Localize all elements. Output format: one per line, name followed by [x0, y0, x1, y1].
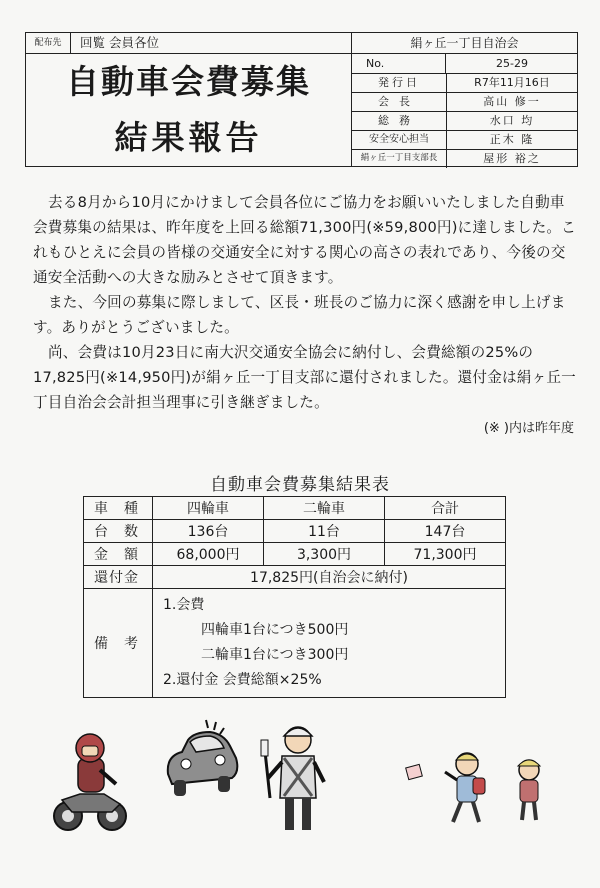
row-label-count: 台 数	[84, 520, 153, 543]
info-row-issue-date: 発行日 R7年11月16日	[352, 73, 577, 93]
info-table	[352, 54, 577, 166]
info-row-chairman: 会長 高山 修一	[352, 92, 577, 112]
children-walking-illustration	[405, 750, 555, 840]
paragraph-1: 去る8月から10月にかけまして会員各位にご協力をお願いいたしました自動車会費募集の結果は、昨年度を上回る総額71,300円(※59,800円)に達しました。これもひとえに会員の皆様の交通安全に対する関心の高さの表れであり、今後の交通安全活動への大きな励みとさせて頂きます。	[33, 194, 576, 286]
paragraph-2: また、今回の募集に際しまして、区長・班長のご協力に深く感謝を申し上げます。ありがとうございました。	[33, 294, 566, 336]
table-row	[84, 520, 506, 543]
row-label-amount: 金 額	[84, 543, 153, 566]
remarks-line: 二輪車1台につき300円	[201, 647, 349, 663]
cell-count-four: 136台	[153, 520, 264, 543]
header-total: 合計	[385, 497, 506, 520]
cell-amount-two: 3,300円	[264, 543, 385, 566]
table-title: 自動車会費募集結果表	[210, 475, 390, 495]
remarks-line: 2.還付金 会費総額×25%	[163, 672, 322, 688]
header-vehicle-type: 車 種	[84, 497, 153, 520]
motorcycle-rider-illustration	[50, 728, 130, 833]
cell-count-total: 147台	[385, 520, 506, 543]
cell-amount-total: 71,300円	[385, 543, 506, 566]
header-title-box	[25, 32, 352, 167]
paragraph-3: 尚、会費は10月23日に南大沢交通安全協会に納付し、会費総額の25%の17,825円(※14,950円)が絹ヶ丘一丁目支部に還付されました。還付金は絹ヶ丘一丁目自治会会計担当理事に引き継ぎました。	[33, 344, 576, 411]
header-info-box	[352, 32, 578, 167]
cell-amount-four: 68,000円	[153, 543, 264, 566]
remarks-line: 四輪車1台につき500円	[201, 622, 349, 638]
header-two-wheel: 二輪車	[264, 497, 385, 520]
row-label-remarks: 備 考	[84, 589, 153, 698]
distribution-text: 回覧 会員各位	[80, 35, 159, 50]
remarks-line: 1.会費	[163, 597, 205, 613]
cell-remarks	[153, 589, 506, 698]
info-row-number: No. 25-29	[352, 54, 577, 74]
header-four-wheel: 四輪車	[153, 497, 264, 520]
cell-count-two: 11台	[264, 520, 385, 543]
info-row-general-affairs: 総務 水口 均	[352, 111, 577, 131]
table-row	[84, 543, 506, 566]
info-row-safety: 安全安心担当 正木 隆	[352, 130, 577, 150]
page-title-line2: 結果報告	[114, 118, 263, 157]
table-header-row	[84, 497, 506, 520]
car-illustration	[160, 718, 242, 804]
cell-refund-value: 17,825円(自治会に納付)	[153, 566, 506, 589]
table-row	[84, 566, 506, 589]
traffic-guard-illustration	[256, 720, 336, 838]
table-row	[84, 589, 506, 698]
info-row-branch-head: 絹ヶ丘一丁目支部長 屋形 裕之	[352, 149, 577, 168]
note-previous-year: (※ )内は昨年度	[483, 421, 574, 436]
row-label-refund: 還付金	[84, 566, 153, 589]
page-title-line1: 自動車会費募集	[66, 62, 311, 101]
divider	[70, 53, 351, 54]
distribution-label: 配布先	[26, 33, 71, 54]
organization-name: 絹ヶ丘一丁目自治会	[352, 33, 577, 54]
results-table	[83, 496, 506, 698]
